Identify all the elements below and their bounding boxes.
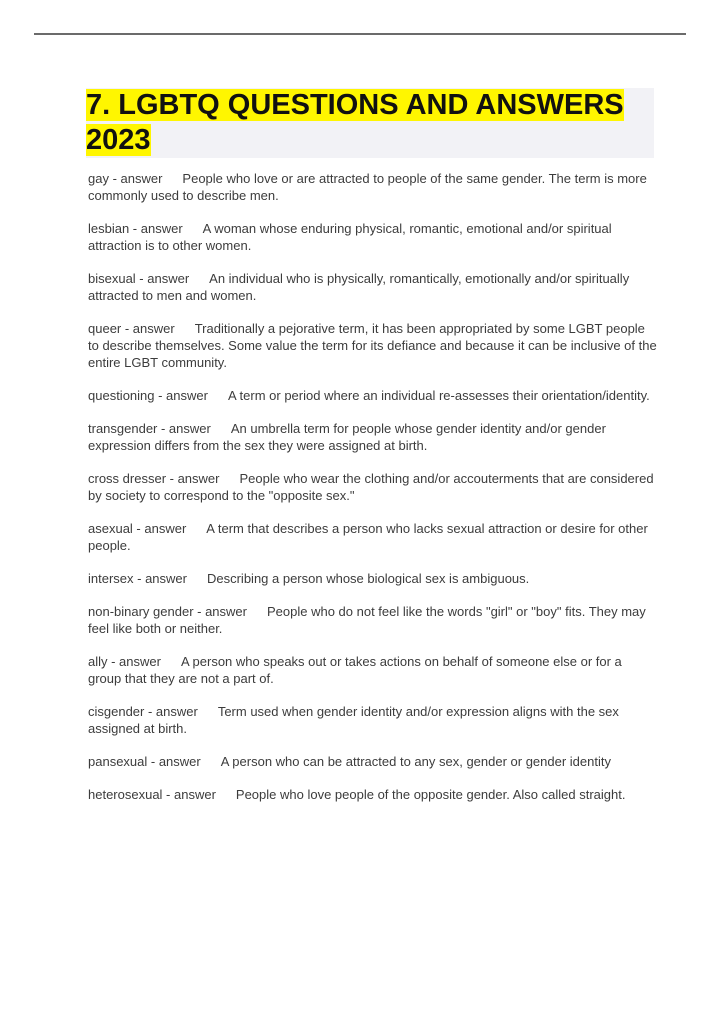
qa-entry [88,753,658,770]
title-block [86,88,654,158]
entry-definition: People who do not feel like the words "girl" or "boy" fits. They may feel like both or neither. [88,604,646,636]
entry-definition: People who love or are attracted to people of the same gender. The term is more commonly used to describe men. [88,171,647,203]
entry-term: queer - answer [88,321,175,336]
entry-definition: A term or period where an individual re-assesses their orientation/identity. [227,388,650,403]
entry-term: intersex - answer [88,571,187,586]
document-title: 7. LGBTQ QUESTIONS AND ANSWERS 2023 [86,89,624,156]
entry-definition: A person who can be attracted to any sex, gender or gender identity [220,754,611,769]
entry-definition: A term that describes a person who lacks sexual attraction or desire for other people. [88,521,648,553]
entry-term: questioning - answer [88,388,208,403]
qa-entry [88,270,658,304]
entry-definition: Traditionally a pejorative term, it has been appropriated by some LGBT people to describe themselves. Some value the term for its defiance and because it can be inclusive of the entire LGBT community. [88,321,657,370]
qa-entry [88,387,658,404]
entry-definition: People who love people of the opposite gender. Also called straight. [235,787,626,802]
entry-term: pansexual - answer [88,754,201,769]
entry-definition: Describing a person whose biological sex is ambiguous. [206,571,530,586]
entry-definition: An umbrella term for people whose gender identity and/or gender expression differs from the sex they were assigned at birth. [88,421,606,453]
entry-term: bisexual - answer [88,271,190,286]
qa-entry [88,570,658,587]
entry-term: heterosexual - answer [88,787,216,802]
entry-definition: An individual who is physically, romantically, emotionally and/or spiritually attracted to men and women. [88,271,630,303]
entry-definition: People who wear the clothing and/or accouterments that are considered by society to correspond to the "opposite sex." [88,471,654,503]
qa-entry [88,420,658,454]
qa-entry [88,603,658,637]
entry-term: cisgender - answer [88,704,198,719]
entry-term: lesbian - answer [88,221,183,236]
qa-entry [88,320,658,371]
entry-term: cross dresser - answer [88,471,220,486]
qa-list [88,170,658,819]
qa-entry [88,520,658,554]
qa-entry [88,220,658,254]
top-divider [34,33,686,35]
entry-definition: Term used when gender identity and/or expression aligns with the sex assigned at birth. [88,704,619,736]
entry-definition: A woman whose enduring physical, romantic, emotional and/or spiritual attraction is to other women. [88,221,612,253]
qa-entry [88,786,658,803]
entry-term: asexual - answer [88,521,187,536]
entry-term: transgender - answer [88,421,211,436]
qa-entry [88,703,658,737]
entry-definition: A person who speaks out or takes actions on behalf of someone else or for a group that they are not a part of. [88,654,622,686]
entry-term: gay - answer [88,171,163,186]
entry-term: ally - answer [88,654,161,669]
qa-entry [88,170,658,204]
qa-entry [88,470,658,504]
qa-entry [88,653,658,687]
entry-term: non-binary gender - answer [88,604,247,619]
